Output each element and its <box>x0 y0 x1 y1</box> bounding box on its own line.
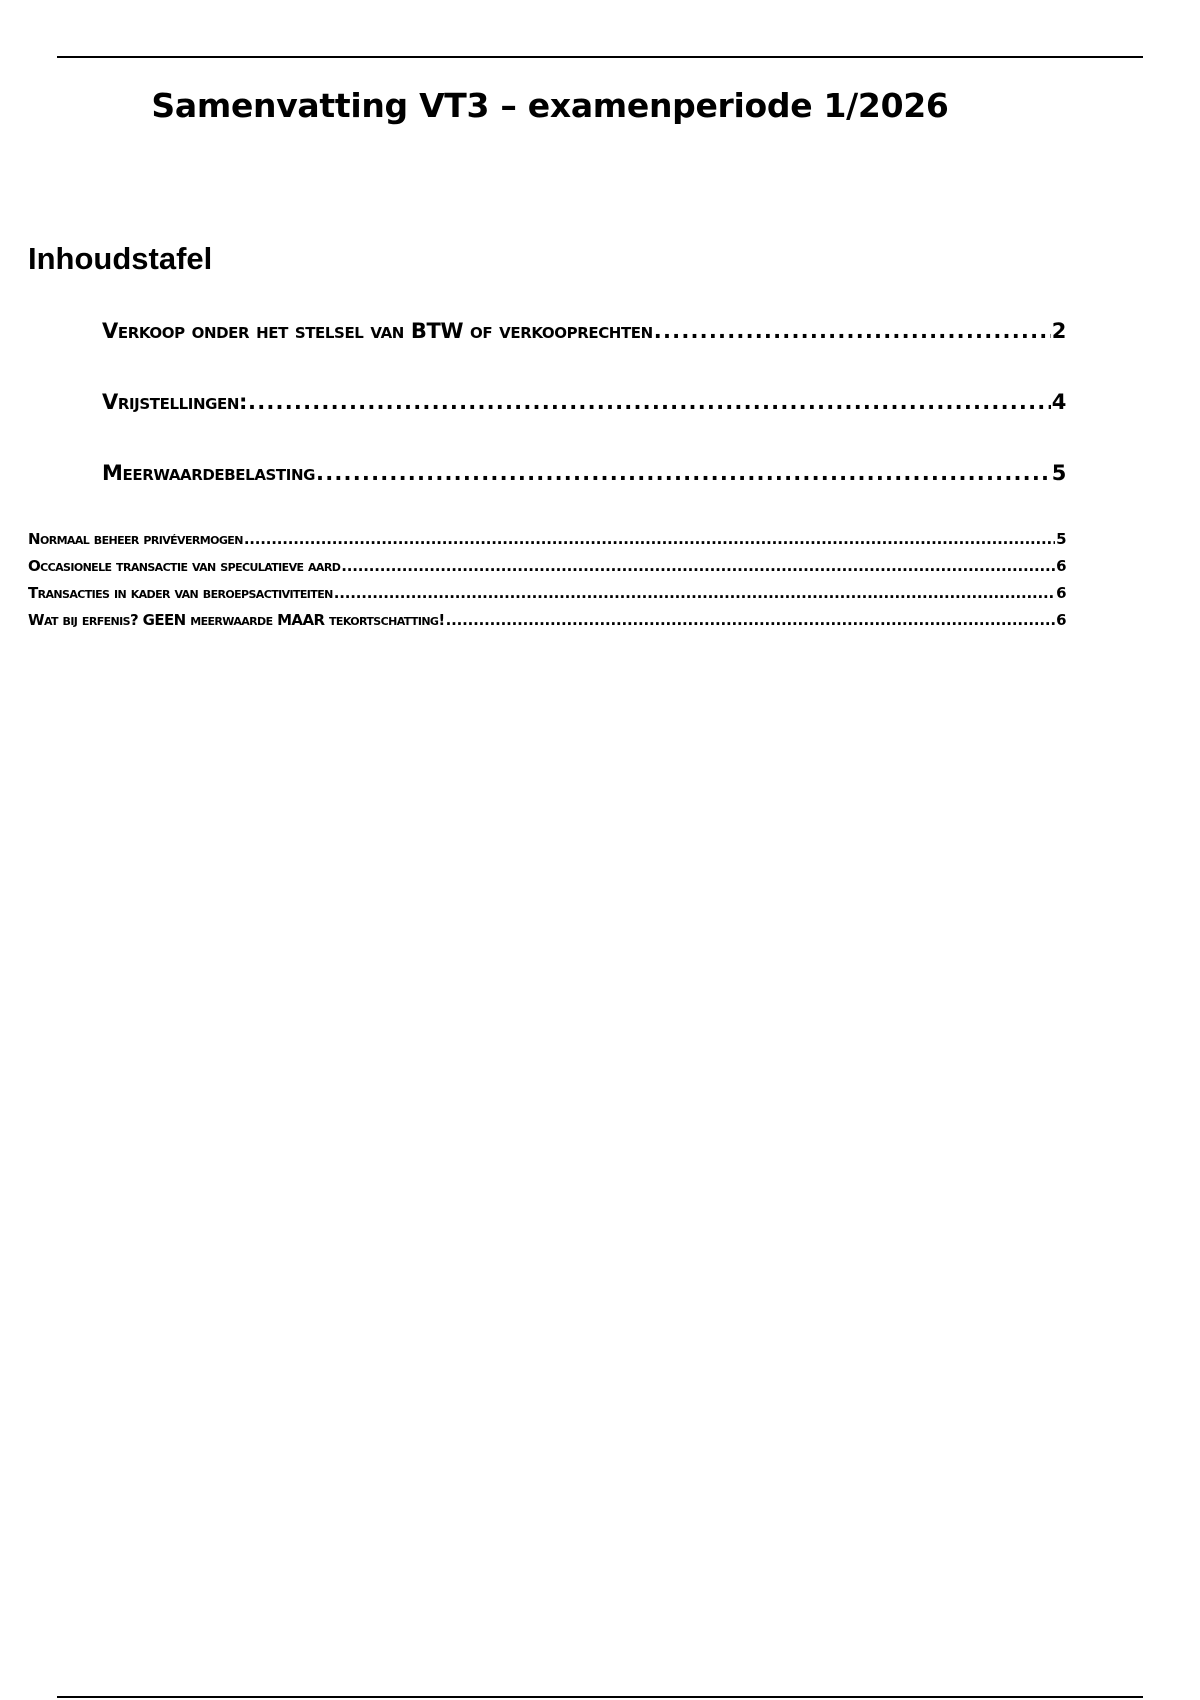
document-title: Samenvatting VT3 – examenperiode 1/2026 <box>151 86 949 125</box>
footer-rule <box>57 1696 1143 1698</box>
toc-entry-label: Occasionele transactie van speculatieve aard <box>28 557 341 575</box>
toc-entry-btw-verkooprechten[interactable] <box>102 319 1066 343</box>
toc-dot-leader <box>654 319 1051 343</box>
toc-page-number: 5 <box>1056 530 1066 548</box>
toc-entry-label: Vrijstellingen: <box>102 390 248 414</box>
toc-page-number: 5 <box>1051 461 1066 485</box>
toc-page-number: 4 <box>1051 390 1066 414</box>
toc-subentry-occasionele-transactie[interactable] <box>28 557 1066 575</box>
toc-entry-meerwaardebelasting[interactable] <box>102 461 1066 485</box>
toc-subentry-erfenis[interactable] <box>28 611 1066 629</box>
toc-dot-leader <box>341 557 1055 575</box>
toc-entry-label: Verkoop onder het stelsel van BTW of verkooprechten <box>102 319 653 343</box>
toc-page-number: 2 <box>1051 319 1066 343</box>
toc-dot-leader <box>244 530 1055 548</box>
toc-subentry-normaal-beheer[interactable] <box>28 530 1066 548</box>
toc-dot-leader <box>316 461 1051 485</box>
toc-page-number: 6 <box>1056 611 1066 629</box>
toc-heading: Inhoudstafel <box>28 241 213 276</box>
toc-dot-leader <box>248 390 1051 414</box>
toc-dot-leader <box>334 584 1055 602</box>
toc-page-number: 6 <box>1056 557 1066 575</box>
header-rule <box>57 56 1143 58</box>
toc-dot-leader <box>446 611 1056 629</box>
toc-entry-label: Meerwaardebelasting <box>102 461 316 485</box>
toc-entry-label: Wat bij erfenis? GEEN meerwaarde MAAR tekortschatting! <box>28 611 445 629</box>
toc-page-number: 6 <box>1056 584 1066 602</box>
toc-subentry-beroepsactiviteiten[interactable] <box>28 584 1066 602</box>
toc-entry-vrijstellingen[interactable] <box>102 390 1066 414</box>
toc-entry-label: Normaal beheer privévermogen <box>28 530 243 548</box>
toc-entry-label: Transacties in kader van beroepsactiviteiten <box>28 584 333 602</box>
